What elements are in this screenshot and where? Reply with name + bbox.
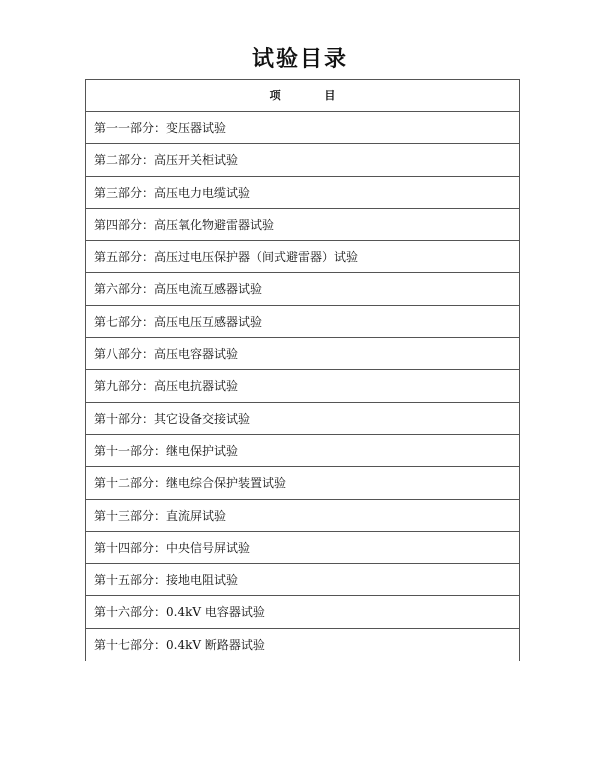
toc-item: 第十四部分：中央信号屏试验 [86, 532, 519, 564]
toc-item: 第五部分：高压过电压保护器（间式避雷器）试验 [86, 241, 519, 273]
document-title: 试验目录 [251, 47, 348, 72]
toc-item: 第六部分：高压电流互感器试验 [86, 273, 519, 305]
toc-table [85, 79, 520, 661]
toc-item: 第十七部分：0.4kV 断路器试验 [94, 637, 265, 652]
toc-item: 第八部分：高压电容器试验 [86, 338, 519, 370]
toc-item: 第二部分：高压开关柜试验 [86, 144, 519, 176]
toc-item: 第十三部分：直流屏试验 [86, 500, 519, 532]
toc-item: 第九部分：高压电抗器试验 [86, 370, 519, 402]
toc-item: 第四部分：高压氧化物避雷器试验 [86, 209, 519, 241]
toc-header: 项 目 [86, 80, 519, 112]
toc-item: 第三部分：高压电力电缆试验 [86, 177, 519, 209]
toc-item: 第十部分：其它设备交接试验 [86, 403, 519, 435]
toc-item: 第十一部分：继电保护试验 [86, 435, 519, 467]
toc-item: 第十六部分：0.4kV 电容器试验 [86, 596, 519, 628]
toc-item: 第十五部分：接地电阻试验 [86, 564, 519, 596]
toc-item: 第一一部分：变压器试验 [86, 112, 519, 144]
toc-item: 第十二部分：继电综合保护装置试验 [86, 467, 519, 499]
toc-item: 第七部分：高压电压互感器试验 [86, 306, 519, 338]
